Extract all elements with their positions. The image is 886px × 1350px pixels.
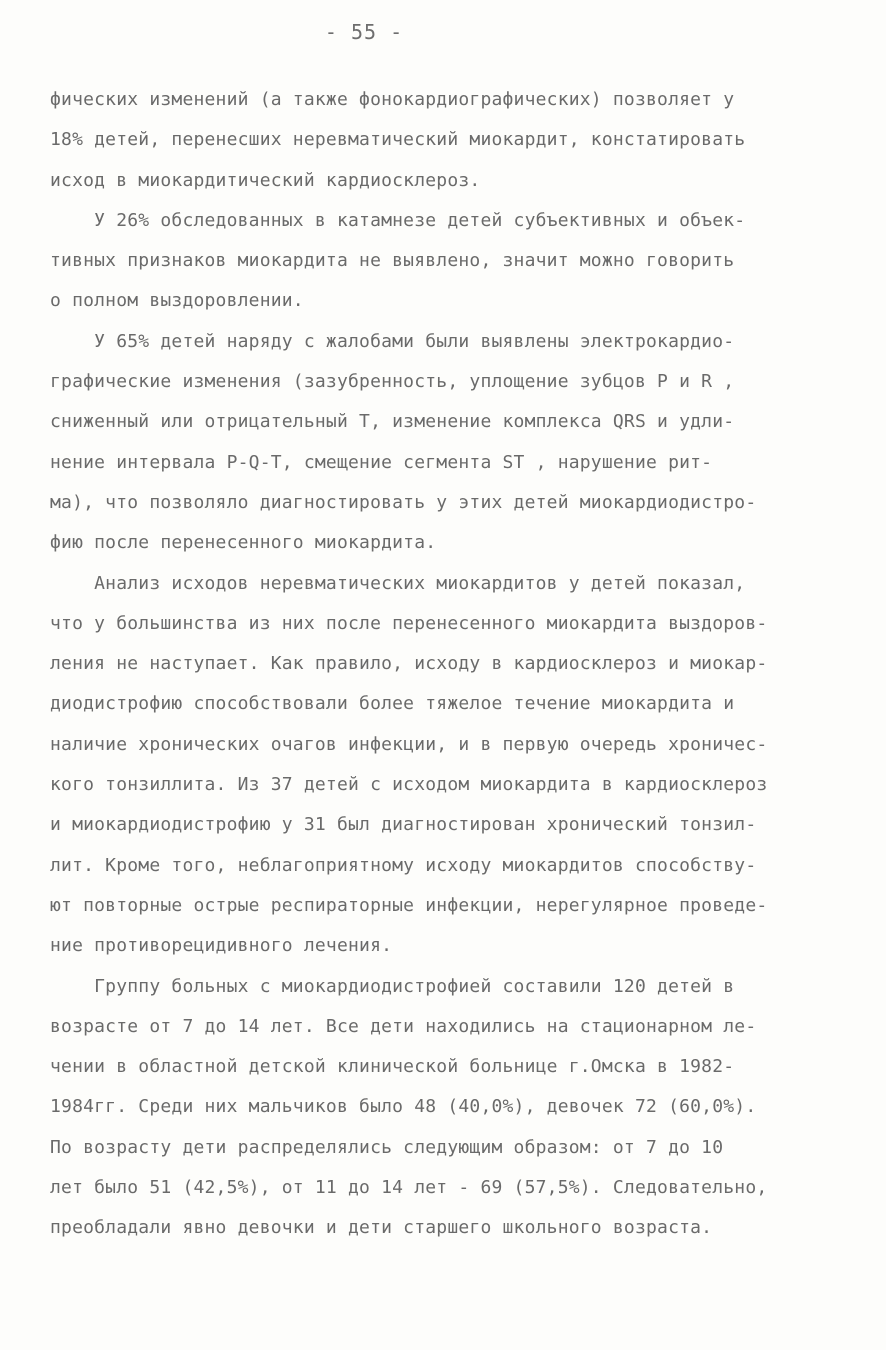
text-line: Анализ исходов неревматических миокардитов у детей показал, — [50, 572, 746, 594]
text-line: У 26% обследованных в катамнезе детей субъективных и объек- — [50, 209, 746, 231]
text-line: ние противорецидивного лечения. — [50, 935, 393, 957]
paragraph-4 — [50, 564, 850, 967]
paragraph-3 — [50, 322, 850, 564]
body-text — [50, 80, 850, 1249]
text-line: 18% детей, перенесших неревматический миокардит, констатировать — [50, 129, 746, 151]
text-line: исход в миокардитический кардиосклероз. — [50, 169, 481, 191]
text-line: преобладали явно девочки и дети старшего школьного возраста. — [50, 1217, 713, 1239]
text-line: 1984гг. Среди них мальчиков было 48 (40,0%), девочек 72 (60,0%). — [50, 1096, 757, 1118]
text-line: сниженный или отрицательный Т, изменение комплекса QRS и удли- — [50, 411, 735, 433]
text-line: нение интервала P-Q-T, смещение сегмента ST , нарушение рит- — [50, 451, 713, 473]
text-line: что у большинства из них после перенесенного миокардита выздоров- — [50, 612, 768, 634]
text-line: чении в областной детской клинической больнице г.Омска в 1982- — [50, 1056, 735, 1078]
text-line: фию после перенесенного миокардита. — [50, 532, 437, 554]
text-line: и миокардиодистрофию у 31 был диагностирован хронический тонзил- — [50, 814, 757, 836]
text-line: возрасте от 7 до 14 лет. Все дети находились на стационарном ле- — [50, 1015, 757, 1037]
paragraph-2 — [50, 201, 850, 322]
text-line: о полном выздоровлении. — [50, 290, 304, 312]
text-line: тивных признаков миокардита не выявлено, значит можно говорить — [50, 250, 735, 272]
text-line: диодистрофию способствовали более тяжелое течение миокардита и — [50, 693, 735, 715]
text-line: У 65% детей наряду с жалобами были выявлены электрокардио- — [50, 330, 735, 352]
text-line: графические изменения (зазубренность, уплощение зубцов P и R , — [50, 371, 735, 393]
paragraph-1 — [50, 80, 850, 201]
text-line: Группу больных с миокардиодистрофией составили 120 детей в — [50, 975, 735, 997]
text-line: лит. Кроме того, неблагоприятному исходу миокардитов способству- — [50, 854, 757, 876]
text-line: наличие хронических очагов инфекции, и в первую очередь хроничес- — [50, 733, 768, 755]
text-line: кого тонзиллита. Из 37 детей с исходом миокардита в кардиосклероз — [50, 774, 768, 796]
text-line: ления не наступает. Как правило, исходу в кардиосклероз и миокар- — [50, 653, 768, 675]
text-line: ма), что позволяло диагностировать у этих детей миокардиодистро- — [50, 491, 757, 513]
text-line: лет было 51 (42,5%), от 11 до 14 лет - 69 (57,5%). Следовательно, — [50, 1177, 768, 1199]
text-line: фических изменений (а также фонокардиографических) позволяет у — [50, 89, 735, 110]
text-line: ют повторные острые респираторные инфекции, нерегулярное проведе- — [50, 894, 768, 916]
text-line: По возрасту дети распределялись следующим образом: от 7 до 10 — [50, 1136, 724, 1158]
page-number: - 55 - — [324, 20, 404, 44]
paragraph-5 — [50, 967, 850, 1249]
